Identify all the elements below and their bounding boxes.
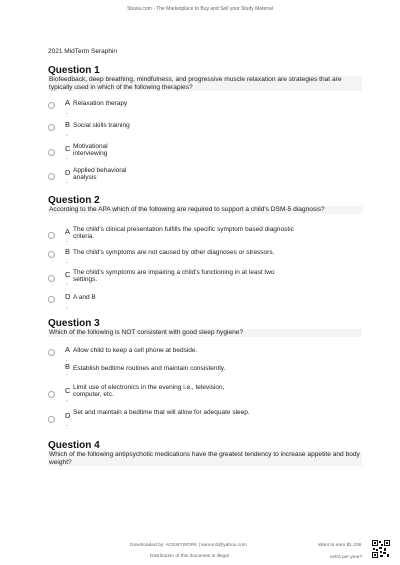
downloaded-by-text: Downloaded by: ACEMYWORK | kamun3@yahoo.com xyxy=(130,543,247,548)
option-dot: . xyxy=(66,110,68,116)
option-letter: A xyxy=(65,227,71,236)
radio-button[interactable] xyxy=(48,275,55,282)
option-letter: A xyxy=(65,98,71,107)
qr-code-graphic xyxy=(372,540,390,558)
option-letter: D xyxy=(65,411,71,420)
option-letter: C xyxy=(65,270,71,279)
option-dot: . xyxy=(66,238,68,244)
option-letter: C xyxy=(65,144,71,153)
option-dot: . xyxy=(66,259,68,265)
radio-button[interactable] xyxy=(48,102,55,109)
option-text: The child's symptoms are impairing a child's functioning in at least two settings. xyxy=(73,269,275,284)
radio-button[interactable] xyxy=(48,149,55,156)
option-text: Applied behavioral analysis xyxy=(73,167,127,182)
option-dot: . xyxy=(66,132,68,138)
q1-option-c[interactable] xyxy=(48,139,368,163)
option-text: Relaxation therapy xyxy=(73,100,128,107)
q2-option-a[interactable] xyxy=(48,222,368,246)
option-text: Establish bedtime routines and maintain consistently. xyxy=(73,365,226,372)
option-dot: . xyxy=(66,397,68,403)
option-text: The child's symptoms are not caused by other diagnoses or stressors. xyxy=(73,249,275,256)
option-dot: . xyxy=(66,422,68,428)
option-letter: B xyxy=(65,120,71,129)
q3-option-d[interactable] xyxy=(48,405,368,429)
q2-option-d[interactable] xyxy=(48,290,368,314)
question-3-text: Which of the following is NOT consistent with good sleep hygiene? xyxy=(48,329,362,337)
option-text: Motivational interviewing xyxy=(73,143,108,158)
radio-button[interactable] xyxy=(48,173,55,180)
question-4-text: Which of the following antipsychotic medications have the greatest tendency to increase appetite and body weight? xyxy=(48,451,362,466)
option-dot: . xyxy=(66,179,68,185)
radio-button[interactable] xyxy=(48,232,55,239)
option-letter: C xyxy=(65,386,71,395)
earn-promo-line1[interactable]: Want to earn $1.236 xyxy=(318,543,362,548)
option-text: Allow child to keep a cell phone at bedside. xyxy=(73,347,198,354)
option-letter: D xyxy=(65,292,71,301)
distribution-notice: Distribution of this document is illegal xyxy=(150,554,229,559)
document-title: 2021 MidTerm Seraphin xyxy=(48,48,118,55)
option-dot: . xyxy=(66,155,68,161)
radio-button[interactable] xyxy=(48,416,55,423)
q1-option-a[interactable] xyxy=(48,96,368,120)
radio-button[interactable] xyxy=(48,349,55,356)
option-text: Limit use of electronics in the evening i.e., television, computer, etc. xyxy=(73,384,225,399)
option-letter: B xyxy=(65,362,71,371)
option-dot: . xyxy=(66,371,68,377)
stuvia-watermark: Stuvia.com - The Marketplace to Buy and Sell your Study Material xyxy=(127,6,273,12)
radio-button[interactable] xyxy=(48,251,55,258)
option-letter: D xyxy=(65,168,71,177)
q3-option-c[interactable] xyxy=(48,380,368,404)
option-letter: B xyxy=(65,247,71,256)
q1-option-d[interactable] xyxy=(48,163,368,187)
earn-promo-line2[interactable]: extra per year? xyxy=(330,555,363,560)
question-1-title: Question 1 xyxy=(48,65,100,76)
radio-button[interactable] xyxy=(48,391,55,398)
question-2-text: According to the APA which of the following are required to support a child's DSM-5 diagnosis? xyxy=(48,206,362,214)
option-letter: A xyxy=(65,345,71,354)
question-3-title: Question 3 xyxy=(48,318,100,329)
question-1-text: Biofeedback, deep breathing, mindfulness, and progressive muscle relaxation are strategies that are typically used in which of the following therapies? xyxy=(48,76,362,91)
option-dot: . xyxy=(66,281,68,287)
option-text: The child's clinical presentation fulfills the specific symptom based diagnostic criteria. xyxy=(73,226,294,241)
question-4-title: Question 4 xyxy=(48,440,100,451)
option-dot: . xyxy=(66,357,68,363)
option-text: Social skills training xyxy=(73,122,130,129)
option-text: A and B xyxy=(73,294,96,301)
q2-option-c[interactable] xyxy=(48,265,368,289)
qr-code-icon[interactable] xyxy=(372,540,390,558)
option-dot: . xyxy=(66,304,68,310)
option-text: Set and maintain a bedtime that will allow for adequate sleep. xyxy=(73,409,250,416)
radio-button[interactable] xyxy=(48,296,55,303)
radio-button[interactable] xyxy=(48,124,55,131)
question-2-title: Question 2 xyxy=(48,195,100,206)
